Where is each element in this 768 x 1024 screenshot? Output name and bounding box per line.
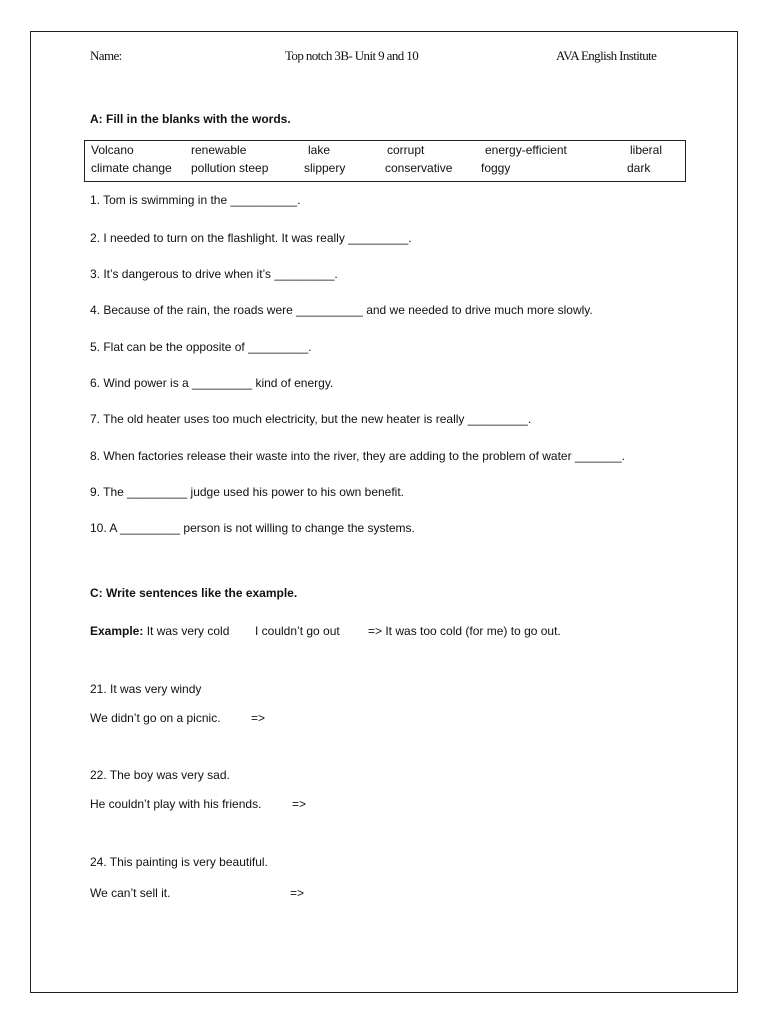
- institute-name: AVA English Institute: [556, 48, 657, 63]
- question-4: 4. Because of the rain, the roads were __________ and we needed to drive much more slowly.: [90, 303, 593, 317]
- item-21-arrow: =>: [251, 711, 266, 725]
- word: slippery: [304, 161, 346, 175]
- word: corrupt: [387, 143, 425, 157]
- item-24-line1: 24. This painting is very beautiful.: [90, 855, 268, 869]
- question-9: 9. The _________ judge used his power to his own benefit.: [90, 485, 405, 499]
- example-result: => It was too cold (for me) to go out.: [368, 624, 561, 638]
- question-6: 6. Wind power is a _________ kind of energy.: [90, 376, 334, 390]
- question-5: 5. Flat can be the opposite of _________.: [90, 340, 312, 354]
- example-label: Example:: [90, 624, 144, 638]
- question-2: 2. I needed to turn on the flashlight. It was really _________.: [90, 231, 412, 245]
- item-24-line2: We can’t sell it.: [90, 886, 171, 900]
- example-line: [90, 624, 229, 638]
- word-bank: [84, 140, 686, 182]
- name-label: Name:: [90, 48, 122, 63]
- question-10: 10. A _________ person is not willing to change the systems.: [90, 521, 415, 535]
- example-part1: It was very cold: [146, 624, 230, 638]
- word: dark: [627, 161, 651, 175]
- word: renewable: [191, 143, 247, 157]
- word: energy-efficient: [485, 143, 567, 157]
- word: conservative: [385, 161, 453, 175]
- word: lake: [308, 143, 331, 157]
- question-7: 7. The old heater uses too much electricity, but the new heater is really _________.: [90, 412, 532, 426]
- item-22-line2: He couldn’t play with his friends.: [90, 797, 262, 811]
- item-21-line1: 21. It was very windy: [90, 682, 202, 696]
- item-22-arrow: =>: [292, 797, 307, 811]
- item-24-arrow: =>: [290, 886, 305, 900]
- word: pollution steep: [191, 161, 269, 175]
- word: foggy: [481, 161, 511, 175]
- word: climate change: [91, 161, 172, 175]
- question-3: 3. It’s dangerous to drive when it’s _________.: [90, 267, 338, 281]
- example-part2: I couldn’t go out: [255, 624, 340, 638]
- item-21-line2: We didn’t go on a picnic.: [90, 711, 221, 725]
- question-1: 1. Tom is swimming in the __________.: [90, 193, 301, 207]
- worksheet-title: Top notch 3B- Unit 9 and 10: [285, 48, 419, 63]
- section-c-heading: C: Write sentences like the example.: [90, 586, 298, 600]
- item-22-line1: 22. The boy was very sad.: [90, 768, 230, 782]
- word: liberal: [630, 143, 663, 157]
- word: Volcano: [91, 143, 134, 157]
- section-a-heading: A: Fill in the blanks with the words.: [90, 112, 291, 126]
- question-8: 8. When factories release their waste into the river, they are adding to the problem of water _______.: [90, 449, 625, 463]
